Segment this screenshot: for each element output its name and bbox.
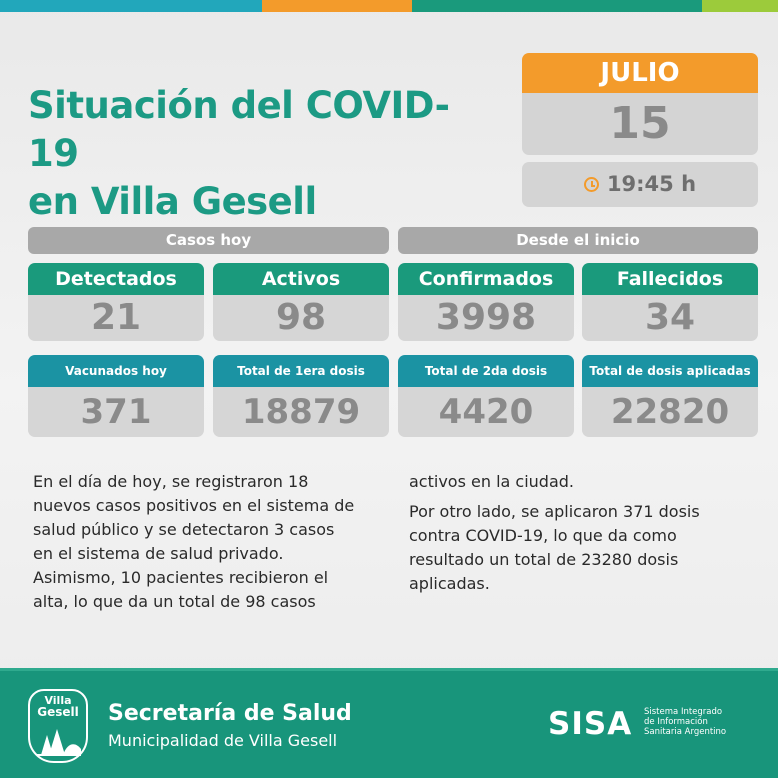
text-line: resultado un total de 23280 dosis: [409, 550, 679, 569]
text-line: activos en la ciudad.: [409, 472, 574, 491]
stat-card-detectados: [28, 263, 204, 341]
sisa-description: [644, 707, 754, 737]
section-since-start: Desde el inicio: [398, 227, 758, 254]
date-month: JULIO: [522, 53, 758, 93]
text-line: alta, lo que da un total de 98 casos: [33, 592, 316, 611]
stat-card-activos: [213, 263, 389, 341]
footer: [0, 668, 778, 778]
text-line: nuevos casos positivos en el sistema de: [33, 496, 355, 515]
stat-label: Fallecidos: [582, 263, 758, 295]
stat-value: 371: [28, 387, 204, 437]
sisa-logo: SISA: [548, 706, 633, 742]
page-title: [28, 82, 498, 226]
text-line: Por otro lado, se aplicaron 371 dosis: [409, 502, 700, 521]
text-line: Sanitaria Argentino: [644, 727, 727, 737]
title-line-1: Situación del COVID-19: [28, 84, 450, 175]
badge-text-name: Gesell: [37, 705, 79, 719]
stat-value: 34: [582, 295, 758, 341]
stat-label: Detectados: [28, 263, 204, 295]
org-subtitle: Municipalidad de Villa Gesell: [108, 731, 338, 750]
stat-card-confirmados: [398, 263, 574, 341]
title-line-2: en Villa Gesell: [28, 180, 317, 223]
report-time: [522, 162, 758, 207]
text-line: Asimismo, 10 pacientes recibieron el: [33, 568, 329, 587]
top-color-stripe: [0, 0, 778, 14]
section-today: Casos hoy: [28, 227, 389, 254]
pine-trees-icon: [35, 723, 83, 759]
stat-value: 98: [213, 295, 389, 341]
stat-label: Confirmados: [398, 263, 574, 295]
stat-label: Total de dosis aplicadas: [582, 355, 758, 387]
stat-card-primera-dosis: [213, 355, 389, 437]
stat-label: Activos: [213, 263, 389, 295]
stat-value: 21: [28, 295, 204, 341]
stat-card-segunda-dosis: [398, 355, 574, 437]
org-title: Secretaría de Salud: [108, 701, 352, 726]
text-line: Sistema Integrado: [644, 707, 723, 717]
badge-text-top: Villa: [44, 694, 72, 707]
stat-card-vacunados-hoy: [28, 355, 204, 437]
stat-label: Vacunados hoy: [28, 355, 204, 387]
text-line: salud público y se detectaron 3 casos: [33, 520, 335, 539]
date-day: 15: [522, 93, 758, 155]
summary-paragraph-left: [33, 470, 393, 614]
stat-value: 18879: [213, 387, 389, 437]
stat-value: 22820: [582, 387, 758, 437]
clock-icon: [584, 177, 599, 192]
time-label: 19:45 h: [606, 172, 697, 196]
stat-card-fallecidos: [582, 263, 758, 341]
stat-card-total-dosis: [582, 355, 758, 437]
text-line: en el sistema de salud privado.: [33, 544, 284, 563]
villa-gesell-badge-icon: [28, 689, 88, 763]
text-line: aplicadas.: [409, 574, 490, 593]
text-line: contra COVID-19, lo que da como: [409, 526, 677, 545]
paragraph: [409, 500, 759, 596]
stat-value: 3998: [398, 295, 574, 341]
stat-value: 4420: [398, 387, 574, 437]
stat-label: Total de 2da dosis: [398, 355, 574, 387]
text-line: En el día de hoy, se registraron 18: [33, 472, 309, 491]
stat-label: Total de 1era dosis: [213, 355, 389, 387]
summary-paragraph-right: [409, 470, 759, 602]
paragraph: [409, 470, 759, 494]
text-line: de Información: [644, 717, 708, 727]
